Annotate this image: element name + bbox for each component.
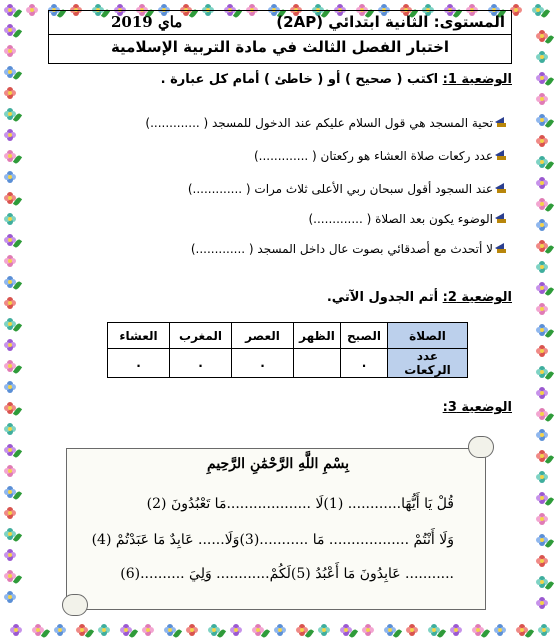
- verse-line: وَلَا أَنْتُمْ .................. مَا ...........(3)وَلَا...... عَابِدٌ مَا عَبَدْتُمْ (4): [91, 532, 454, 548]
- flower-ornament-icon: [318, 624, 330, 636]
- level-label: المستوى: الثانية ابتدائي (2AP): [276, 13, 505, 31]
- table-answer-cell[interactable]: .: [108, 349, 170, 378]
- situation-1-label: الوضعية 1:: [442, 72, 512, 87]
- statement-item: [191, 242, 506, 256]
- arrow-bullet-icon: [495, 150, 506, 161]
- flower-ornament-icon: [536, 93, 548, 105]
- situation-1-instruction: اكتب ( صحيح ) أو ( خاطئ ) أمام كل عبارة .: [160, 72, 439, 87]
- quran-scroll: [62, 436, 494, 616]
- table-answer-cell[interactable]: [294, 349, 341, 378]
- table-header-cell: العصر: [232, 323, 294, 349]
- table-header-row: [108, 323, 468, 349]
- flower-ornament-icon: [536, 471, 548, 483]
- flower-ornament-icon: [4, 381, 16, 393]
- flower-ornament-icon: [536, 261, 548, 273]
- flower-ornament-icon: [230, 624, 242, 636]
- flower-ornament-icon: [536, 177, 548, 189]
- situation-3-heading: [443, 400, 512, 415]
- table-header-cell: الصبح: [341, 323, 388, 349]
- statement-text: تحية المسجد هي قول السلام عليكم عند الدخول للمسجد ( .............): [145, 116, 493, 130]
- statement-text: عند السجود أقول سبحان ربي الأعلى ثلاث مرات ( .............): [187, 182, 493, 196]
- table-answer-cell[interactable]: .: [341, 349, 388, 378]
- flower-ornament-icon: [536, 387, 548, 399]
- scroll-curl-top-right: [468, 436, 494, 458]
- flower-ornament-icon: [538, 624, 550, 636]
- flower-ornament-icon: [536, 51, 548, 63]
- flower-ornament-icon: [26, 4, 38, 16]
- bismillah-text: بِسْمِ اللَّهِ الرَّحْمَٰنِ الرَّحِيمِ: [207, 456, 349, 472]
- header-top-row: [49, 11, 511, 35]
- flower-ornament-icon: [4, 255, 16, 267]
- situation-1-heading: [161, 72, 512, 87]
- flower-ornament-icon: [4, 507, 16, 519]
- flower-ornament-icon: [186, 624, 198, 636]
- table-header-cell: الظهر: [294, 323, 341, 349]
- table-row-label: عدد الركعات: [388, 349, 468, 378]
- flower-ornament-icon: [4, 87, 16, 99]
- table-header-cell: العشاء: [108, 323, 170, 349]
- decorative-border-left: [0, 20, 24, 620]
- prayer-rakaat-table: [107, 322, 468, 378]
- arrow-bullet-icon: [495, 213, 506, 224]
- flower-ornament-icon: [4, 339, 16, 351]
- statement-text: عدد ركعات صلاة العشاء هو ركعتان ( .............): [253, 149, 493, 163]
- flower-ornament-icon: [536, 345, 548, 357]
- statement-item: [188, 182, 506, 196]
- flower-ornament-icon: [10, 624, 22, 636]
- flower-ornament-icon: [536, 597, 548, 609]
- situation-3-label: الوضعية 3:: [442, 400, 512, 415]
- flower-ornament-icon: [54, 624, 66, 636]
- flower-ornament-icon: [536, 135, 548, 147]
- flower-ornament-icon: [4, 213, 16, 225]
- flower-ornament-icon: [142, 624, 154, 636]
- arrow-bullet-icon: [495, 117, 506, 128]
- table-answer-cell[interactable]: .: [170, 349, 232, 378]
- situation-2-label: الوضعية 2:: [442, 290, 512, 305]
- exam-date: ماي 2019: [111, 13, 183, 31]
- statement-item: [309, 212, 507, 226]
- flower-ornament-icon: [4, 171, 16, 183]
- scroll-paper: [66, 448, 486, 610]
- arrow-bullet-icon: [495, 183, 506, 194]
- statement-text: لا أتحدث مع أصدقائي بصوت عال داخل المسجد ( .............): [190, 242, 493, 256]
- statement-item: [254, 149, 506, 163]
- flower-ornament-icon: [4, 45, 16, 57]
- flower-ornament-icon: [406, 624, 418, 636]
- flower-ornament-icon: [536, 513, 548, 525]
- flower-ornament-icon: [274, 624, 286, 636]
- flower-ornament-icon: [536, 219, 548, 231]
- scroll-curl-bottom-left: [62, 594, 88, 616]
- situation-2-heading: [327, 290, 512, 305]
- decorative-border-bottom: [0, 620, 554, 640]
- exam-header: [48, 10, 512, 64]
- flower-ornament-icon: [4, 549, 16, 561]
- verse-line: ........... عَابِدُونَ مَا أَعْبُدُ (5)لَكُمْ............ وَلِيَ ..........(6): [120, 566, 454, 582]
- table-header-cell: الصلاة: [388, 323, 468, 349]
- flower-ornament-icon: [4, 423, 16, 435]
- table-header-cell: المغرب: [170, 323, 232, 349]
- statement-text: الوضوء يكون بعد الصلاة ( .............): [308, 212, 493, 226]
- exam-title: اختبار الفصل الثالث في مادة التربية الإسلامية: [110, 38, 450, 56]
- statement-item: [145, 116, 506, 130]
- flower-ornament-icon: [4, 129, 16, 141]
- flower-ornament-icon: [450, 624, 462, 636]
- situation-2-instruction: أتم الجدول الآتي.: [326, 290, 439, 305]
- flower-ornament-icon: [98, 624, 110, 636]
- flower-ornament-icon: [362, 624, 374, 636]
- verse-line: قُلْ يَا أَيُّهَا............ (1)لَا ...................مَا تَعْبُدُونَ (2): [146, 496, 454, 512]
- flower-ornament-icon: [4, 297, 16, 309]
- decorative-border-right: [530, 20, 554, 620]
- flower-ornament-icon: [536, 429, 548, 441]
- table-row: [108, 349, 468, 378]
- arrow-bullet-icon: [495, 243, 506, 254]
- table-answer-cell[interactable]: .: [232, 349, 294, 378]
- flower-ornament-icon: [536, 303, 548, 315]
- flower-ornament-icon: [4, 591, 16, 603]
- flower-ornament-icon: [4, 465, 16, 477]
- flower-ornament-icon: [536, 555, 548, 567]
- flower-ornament-icon: [494, 624, 506, 636]
